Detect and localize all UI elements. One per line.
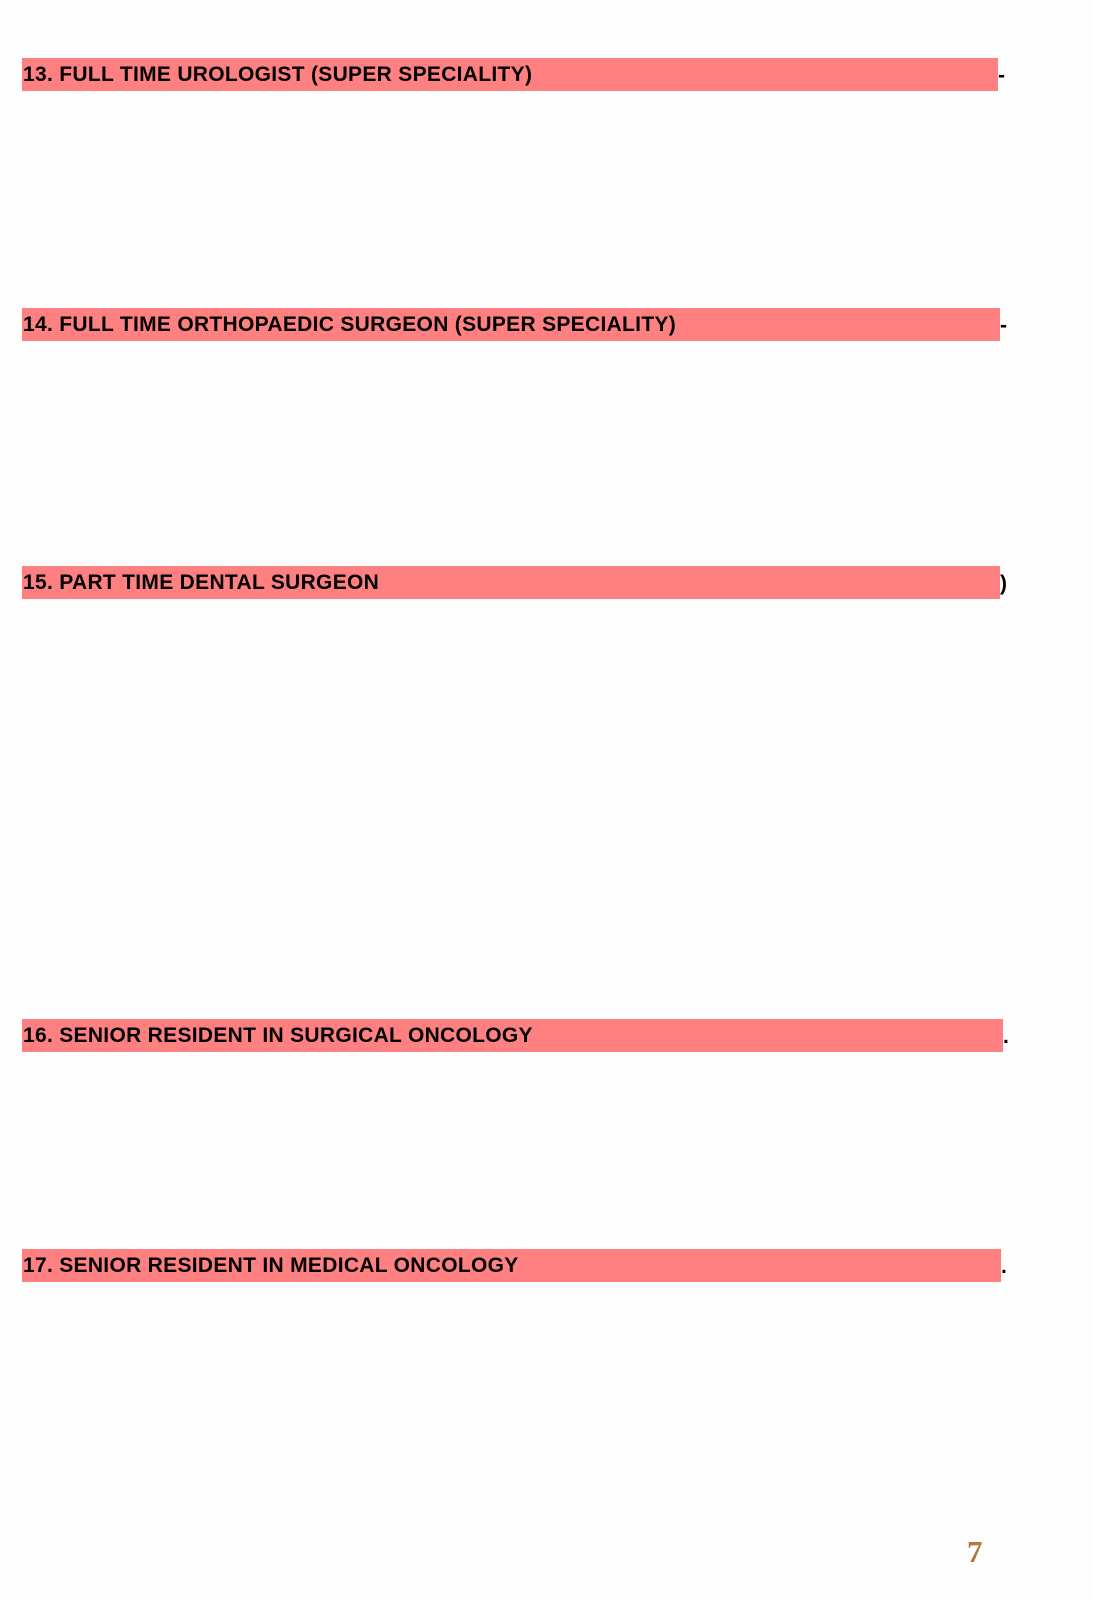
section-title: 16. SENIOR RESIDENT IN SURGICAL ONCOLOGY xyxy=(23,1024,533,1047)
page-number: 7 xyxy=(967,1534,983,1569)
section-title: 14. FULL TIME ORTHOPAEDIC SURGEON (SUPER SPECIALITY) xyxy=(23,313,677,336)
trailing-mark: - xyxy=(1000,314,1007,337)
section-title: 13. FULL TIME UROLOGIST (SUPER SPECIALITY) xyxy=(23,63,533,86)
trailing-mark: . xyxy=(1001,1255,1007,1278)
trailing-mark: ) xyxy=(1000,572,1007,595)
section-title: 15. PART TIME DENTAL SURGEON xyxy=(23,571,380,594)
trailing-mark: . xyxy=(1003,1025,1009,1048)
section-title: 17. SENIOR RESIDENT IN MEDICAL ONCOLOGY xyxy=(23,1254,519,1277)
trailing-mark: - xyxy=(998,64,1005,87)
